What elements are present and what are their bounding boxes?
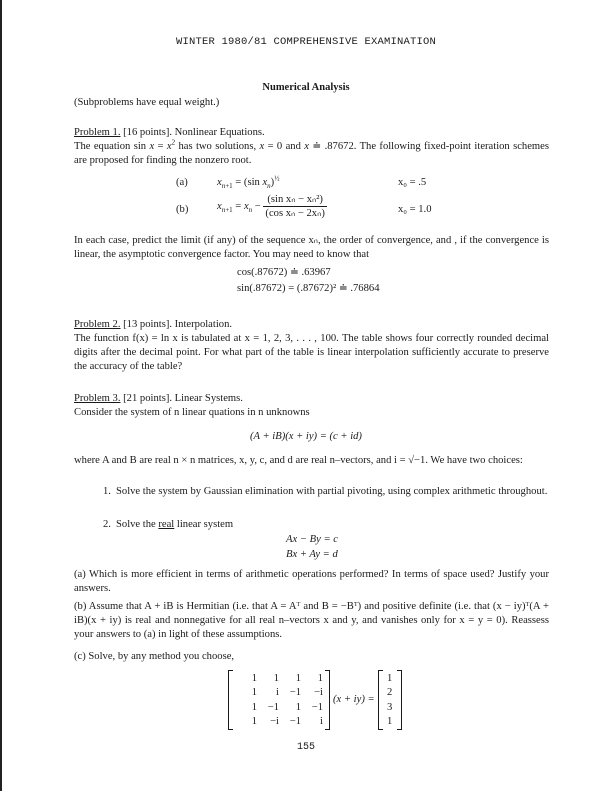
matrix-cell: −1 <box>311 701 323 713</box>
real-system-eq-1: Ax − By = c <box>286 534 338 545</box>
scheme-b-label: (b) <box>176 204 189 215</box>
matrix-cell: 1 <box>251 701 257 713</box>
matrix-cell: 1 <box>251 687 257 698</box>
scheme-a-formula: $x_{n+1} = (\sin$ $x_n)^{\frac{1}{2}}$ <box>217 174 280 191</box>
matrix-cell: −1 <box>289 716 301 727</box>
problem-3-intro: Consider the system of n linear quations in n unknowns <box>74 407 310 418</box>
problem-1-heading <box>74 126 549 140</box>
intro-text: The equation sin <box>74 141 150 152</box>
fact-sin: sin(.87672) = (.87672)² ≐ .76864 <box>237 283 380 294</box>
weight-note: (Subproblems have equal weight.) <box>74 97 220 108</box>
scheme-b <box>176 203 188 217</box>
choice-number: 2. <box>103 519 111 530</box>
problem-3-heading <box>74 392 549 406</box>
matrix-cell: −i <box>314 687 323 698</box>
problem-1-label: Problem 1. <box>74 127 121 138</box>
scheme-b-formula: $x_{n+1} = x_n$ − $\frac{\text{(sin xₙ − xₙ²)}}{\text{(cos xₙ − 2xₙ)}}$ <box>217 194 325 219</box>
rhs-grid <box>383 672 397 729</box>
problem-3-where: where A and B are real n × n matrices, x, y, c, and d are real n–vectors, and i = √−1. We have two choices: <box>74 455 523 466</box>
problem-1-meta: [16 points]. Nonlinear Equations. <box>120 127 265 138</box>
part-b: (b) Assume that A + iB is Hermitian (i.e. that A = Aᵀ and B = −Bᵀ) and positive definite (i.e. that (x − iy)ᵀ(A + iB)(x + iy) is real and nonnegative for all real n–vectors x and y, and vanishes only for x = y = 0). Reassess your answers to (a) in light of these assumptions. <box>74 601 549 640</box>
rhs-vector <box>378 670 402 730</box>
matrix-cell: 1 <box>251 716 257 727</box>
rhs-cell: 1 <box>387 716 393 727</box>
matrix-cell: 1 <box>273 672 279 684</box>
matrix-cell: 1 <box>295 672 301 684</box>
problem-1-followup: In each case, predict the limit (if any) of the sequence xₙ, the order of convergence, and , if the convergence is linear, the asymptotic convergence factor. You may need to know that <box>74 235 549 260</box>
choice-2 <box>103 518 549 532</box>
problem-2-meta: [13 points]. Interpolation. <box>120 319 233 330</box>
matrix-cell: i <box>276 687 279 698</box>
fraction <box>263 193 326 220</box>
page-number: 155 <box>296 742 315 753</box>
choice-number: 1. <box>103 486 111 497</box>
part-a: (a) Which is more efficient in terms of arithmetic operations performed? In terms of space used? Justify your answers. <box>74 569 549 594</box>
unknown-vector: (x + iy) = <box>333 694 375 705</box>
exponent: ½ <box>274 174 280 183</box>
matrix-equation <box>228 670 402 730</box>
intro-text: .87672. The following fixed-point iteration schemes are proposed for finding the nonzero root. <box>74 141 549 166</box>
problem-1-intro: The equation $\sin x = x^2$ has two solutions, x = 0 and x ≐ .87672. The following fixed-point iteration schemes are proposed for finding the nonzero root. <box>74 138 549 166</box>
scheme-a <box>176 176 188 190</box>
intro-text: and <box>282 141 305 152</box>
problem-3-meta: [21 points]. Linear Systems. <box>120 393 243 404</box>
rhs-cell: 2 <box>387 687 393 698</box>
matrix-cell: −1 <box>289 687 301 698</box>
exam-header: WINTER 1980/81 COMPREHENSIVE EXAMINATION <box>175 36 437 48</box>
fact-cos: cos(.87672) ≐ .63967 <box>237 267 331 278</box>
denominator: (cos xₙ − 2xₙ) <box>265 208 325 219</box>
real-system-eq-2: Bx + Ay = d <box>286 549 338 560</box>
intro-text: has two solutions, <box>175 141 260 152</box>
numerator: (sin xₙ − xₙ²) <box>263 193 326 207</box>
rhs-cell: 3 <box>387 701 393 713</box>
rhs-cell: 1 <box>387 672 393 684</box>
choice-1 <box>103 485 549 499</box>
scheme-b-initial: x₀ = 1.0 <box>398 204 432 215</box>
subject-title: Numerical Analysis <box>262 82 350 93</box>
matrix-cell: 1 <box>295 701 301 713</box>
matrix-cell: i <box>320 716 323 727</box>
complex-system: (A + iB)(x + iy) = (c + id) <box>250 431 362 442</box>
part-c: (c) Solve, by any method you choose, <box>74 651 235 662</box>
problem-2-heading <box>74 318 549 332</box>
scheme-a-label: (a) <box>176 177 188 188</box>
coefficient-matrix <box>228 670 330 730</box>
matrix-cell: 1 <box>317 672 323 684</box>
matrix-cell: −1 <box>267 701 279 713</box>
choice-text: Solve the <box>116 519 159 530</box>
problem-2-body: The function f(x) = ln x is tabulated at x = 1, 2, 3, . . . , 100. The table shows four correctly rounded decimal digits after the decimal point. For what part of the table is linear interpolation sufficiently accurate to preserve the accuracy of the table? <box>74 333 549 372</box>
matrix-cell: −i <box>270 716 279 727</box>
problem-2-label: Problem 2. <box>74 319 121 330</box>
choice-emphasis: real <box>158 519 175 530</box>
scan-edge <box>0 0 2 791</box>
matrix-grid <box>233 672 325 729</box>
matrix-cell: 1 <box>251 672 257 684</box>
scheme-a-initial: x₀ = .5 <box>398 177 427 188</box>
choice-text: Solve the system by Gaussian elimination with partial pivoting, using complex arithmetic throughout. <box>116 486 548 497</box>
problem-3-label: Problem 3. <box>74 393 121 404</box>
choice-text: linear system <box>174 519 234 530</box>
right-bracket <box>397 670 402 730</box>
